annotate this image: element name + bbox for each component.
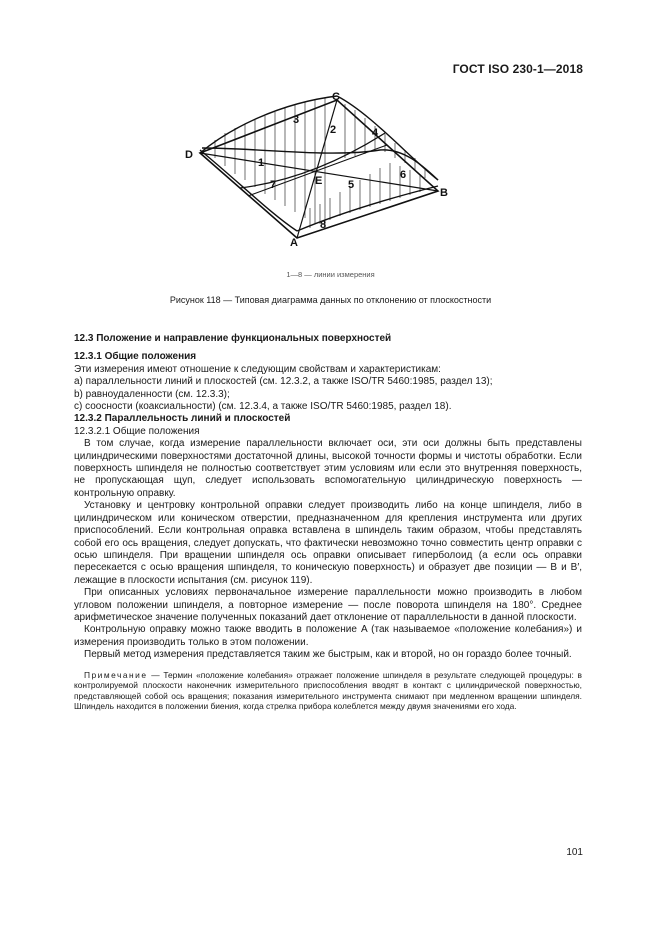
deviation-curve xyxy=(200,150,297,231)
subsection-title: 12.3.2 Параллельность линий и плоскостей xyxy=(74,413,291,425)
figure-legend: 1—8 — линии измерения xyxy=(286,270,375,279)
paragraph: При описанных условиях первоначальное измерение параллельности можно производить в любом угловом положении шпинделя, а повторное измерение — после поворота шпинделя на 180°. Среднее арифметическое значение полученных показаний дает отклонение от параллельности в данной плоскости. xyxy=(74,587,582,623)
line-number: 3 xyxy=(293,114,300,126)
list-item: b) равноудаленности (см. 12.3.3); xyxy=(74,388,230,400)
vertex-label: E xyxy=(315,175,323,187)
line-number: 5 xyxy=(348,179,355,191)
list-item: а) параллельности линий и плоскостей (см. 12.3.2, а также ISO/TR 5460:1985, раздел 13); xyxy=(74,376,493,388)
line-number: 7 xyxy=(270,179,277,191)
note-text: — Термин «положение колебания» отражает положение шпинделя в результате следующей процедуры: в контролируемой плоскости наконечник измерительного приспособления вводят в контакт с цилиндрической поверхностью, представляющей собой ось вращения; показания измерительного инструмента снимают при медленном вращении шпинделя. Шпиндель находится в положении биения, когда стрелка прибора колеблется между двумя значениями его хода. xyxy=(74,669,582,712)
line-number: 4 xyxy=(372,127,379,139)
list-item: c) соосности (коаксиальности) (см. 12.3.4, а также ISO/TR 5460:1985, раздел 18). xyxy=(74,401,452,413)
note-label: Примечание xyxy=(84,669,148,680)
line-number: 2 xyxy=(330,124,337,136)
paragraph: В том случае, когда измерение параллельности включает оси, эти оси должны быть представлены цилиндрическими поверхностями достаточной длины, высокой точности формы и чистоты обработки. Если поверхность шпинделя не полностью соответствует этим условиям или если это внутренняя поверхность, не пропускающая щуп, следует использовать вспомогательную цилиндрическую поверхность — контрольную оправку. xyxy=(74,438,582,499)
page-number: 101 xyxy=(566,847,583,858)
deviation-curve xyxy=(297,186,438,231)
vertex-label: B xyxy=(440,187,448,199)
vertex-label: A xyxy=(290,237,298,249)
line-number: 8 xyxy=(320,219,327,231)
document-body xyxy=(74,333,582,712)
paragraph: Установку и центровку контрольной оправки следует производить либо на конце шпинделя, либо в цилиндрическом или коническом отверстии, предназначенном для крепления инструмента или других приспособлений. Если контрольная оправка вставлена в шпиндель таким образом, чтобы представлять собой его ось вращения, следует допускать, что фактически невозможно точно совместить центр оправки с осью шпинделя. При вращении шпинделя ось оправки описывает гиперболоид (а если ось оправки пересекается с осью вращения шпинделя, то коническую поверхность) и образует две позиции — B и B′, лежащие в плоскости испытания (см. рисунок 119). xyxy=(74,500,582,586)
paragraph: Контрольную оправку можно также вводить в положение A (так называемое «положение колебания») и измерения производить только в этом положении. xyxy=(74,624,582,648)
subsubsection-title: 12.3.2.1 Общие положения xyxy=(74,425,200,437)
note xyxy=(74,670,582,712)
section-title: 12.3 Положение и направление функциональных поверхностей xyxy=(74,333,392,344)
line-number: 6 xyxy=(400,169,407,181)
line-number: 1 xyxy=(258,157,265,169)
vertex-label: D xyxy=(185,149,193,161)
subsection-title: 12.3.1 Общие положения xyxy=(74,351,197,363)
document-header: ГОСТ ISO 230-1—2018 xyxy=(452,62,583,76)
paragraph: Первый метод измерения представляется таким же быстрым, как и второй, но он гораздо более точный. xyxy=(84,649,572,661)
flatness-deviation-diagram xyxy=(180,88,465,258)
figure-caption: Рисунок 118 — Типовая диаграмма данных по отклонению от плоскостности xyxy=(169,295,492,305)
vertex-label: C xyxy=(332,91,340,103)
paragraph: Эти измерения имеют отношение к следующим свойствам и характеристикам: xyxy=(74,363,441,375)
